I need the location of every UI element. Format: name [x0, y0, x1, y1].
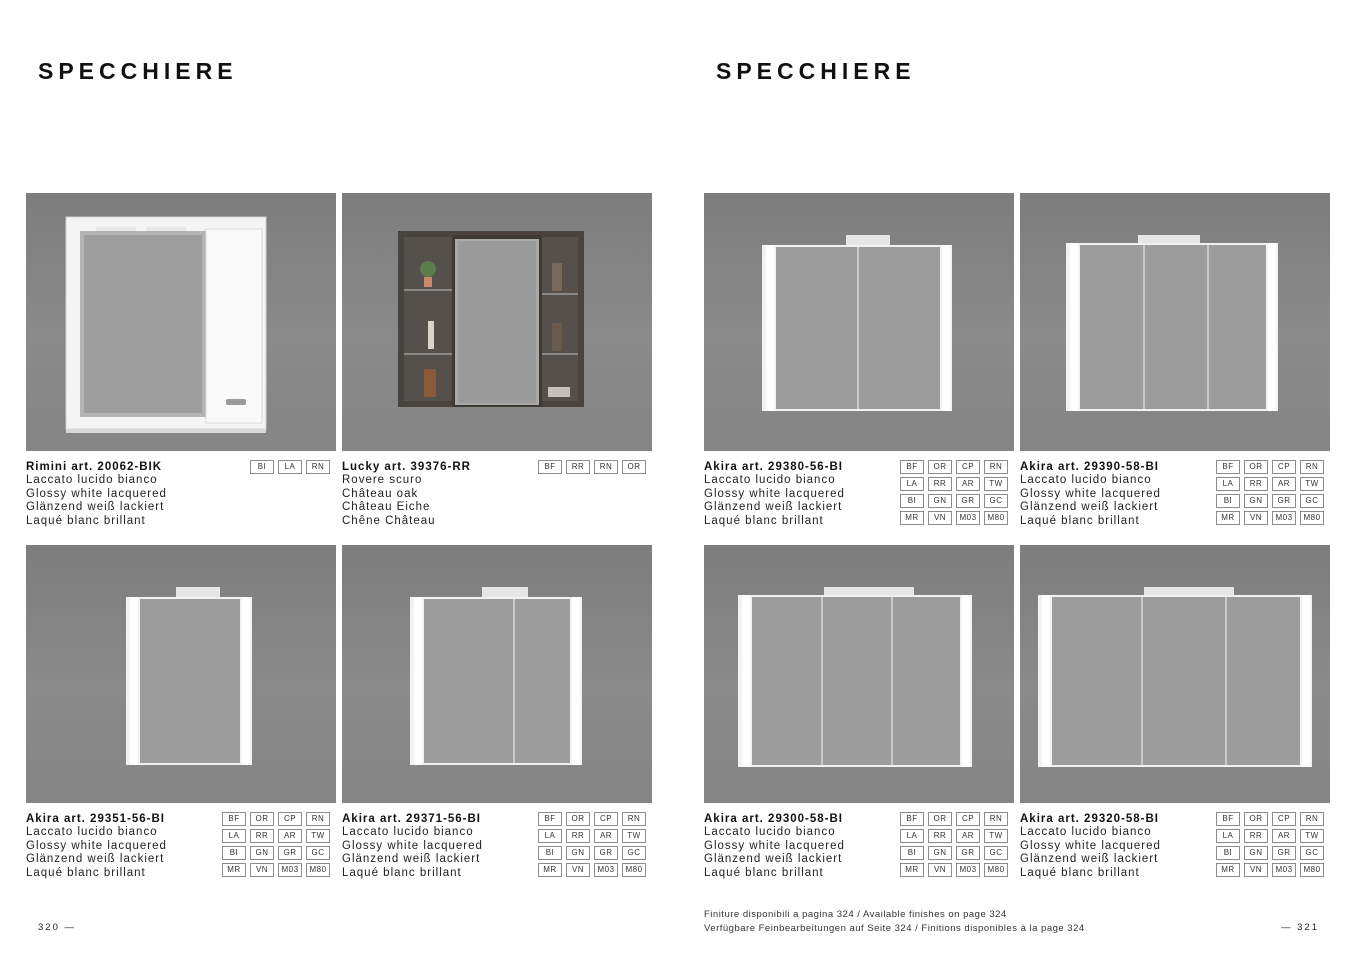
finish-code-badge: M03 [956, 863, 980, 877]
finish-code-badge: BI [222, 846, 246, 860]
product-caption [342, 460, 652, 528]
finish-code-badge: OR [928, 812, 952, 826]
finish-code-row [538, 846, 646, 860]
product-desc-en: Glossy white lacquered [1020, 839, 1161, 852]
finish-code-badge: BI [538, 846, 562, 860]
finish-code-badge: GN [1244, 494, 1268, 508]
finish-code-badge: OR [566, 812, 590, 826]
product-desc-it: Laccato lucido bianco [342, 826, 474, 838]
finish-code-row [222, 863, 330, 877]
finish-code-badge: CP [956, 812, 980, 826]
product-desc-fr: Laqué blanc brillant [342, 866, 462, 879]
product-caption [1020, 460, 1330, 528]
finish-code-row [538, 812, 646, 826]
finish-code-badge: BF [1216, 812, 1240, 826]
finish-code-badge: TW [984, 477, 1008, 491]
product-desc-it: Laccato lucido bianco [1020, 474, 1152, 486]
finish-code-badge: TW [1300, 477, 1324, 491]
finish-code-row [222, 846, 330, 860]
finish-code-badge: LA [278, 460, 302, 474]
finish-code-badge: VN [566, 863, 590, 877]
finish-code-badge: RN [306, 812, 330, 826]
finish-code-badge: LA [900, 477, 924, 491]
product-photo-akira-29320 [1020, 545, 1330, 803]
product-photo-akira-29351 [26, 545, 336, 803]
finish-code-badge: TW [1300, 829, 1324, 843]
product-photo-akira-29371 [342, 545, 652, 803]
finish-code-badge: GC [306, 846, 330, 860]
finish-code-badge: M80 [984, 863, 1008, 877]
finish-code-badge: BF [900, 460, 924, 474]
finish-code-row [900, 494, 1008, 508]
product-desc-fr: Laqué blanc brillant [1020, 866, 1140, 879]
footnote-line-2: Verfügbare Feinbearbeitungen auf Seite 324 / Finitions disponibles à la page 324 [704, 923, 1085, 934]
product-photo-rimini [26, 193, 336, 451]
finish-code-badge: GR [278, 846, 302, 860]
product-desc-it: Rovere scuro [342, 474, 423, 486]
product-caption [1020, 812, 1330, 880]
finish-code-badge: CP [1272, 812, 1296, 826]
product-desc-de: Glänzend weiß lackiert [704, 853, 843, 865]
product-desc-en: Château oak [342, 487, 419, 500]
finish-code-badge: RR [1244, 829, 1268, 843]
product-desc-en: Glossy white lacquered [1020, 487, 1161, 500]
finish-code-badge: RN [306, 460, 330, 474]
page-number-left: 320 — [38, 922, 76, 933]
finish-code-badge: GN [250, 846, 274, 860]
finish-code-row [1216, 511, 1324, 525]
product-desc-it: Laccato lucido bianco [1020, 826, 1152, 838]
finish-code-badge: RR [566, 829, 590, 843]
finish-code-badge: M03 [1272, 863, 1296, 877]
finish-code-row [1216, 494, 1324, 508]
finish-code-badge: MR [538, 863, 562, 877]
finish-code-badge: GC [1300, 494, 1324, 508]
finish-code-badge: TW [984, 829, 1008, 843]
finish-code-row [1216, 829, 1324, 843]
product-desc-fr: Chêne Château [342, 514, 436, 527]
product-desc-de: Glänzend weiß lackiert [342, 853, 481, 865]
product-desc-fr: Laqué blanc brillant [26, 514, 146, 527]
finish-code-badge: GC [622, 846, 646, 860]
finish-code-row [900, 477, 1008, 491]
finish-code-badge: RN [594, 460, 618, 474]
product-desc-fr: Laqué blanc brillant [704, 866, 824, 879]
finish-code-badge: RR [928, 477, 952, 491]
product-desc-it: Laccato lucido bianco [26, 474, 158, 486]
finish-code-badge: VN [250, 863, 274, 877]
finish-code-badge: BF [538, 460, 562, 474]
finish-codes [222, 812, 330, 880]
product-desc-it: Laccato lucido bianco [26, 826, 158, 838]
finish-code-row [900, 846, 1008, 860]
finish-code-badge: RR [1244, 477, 1268, 491]
finish-code-badge: GN [1244, 846, 1268, 860]
finish-code-row [222, 812, 330, 826]
finish-code-row [1216, 477, 1324, 491]
finish-code-badge: GR [956, 846, 980, 860]
product-photo-akira-29380 [704, 193, 1014, 451]
product-name: Akira art. 29371-56-BI [342, 813, 481, 825]
finish-code-badge: MR [900, 511, 924, 525]
product-desc-de: Château Eiche [342, 501, 431, 513]
finish-codes [1216, 812, 1324, 880]
finish-code-row [538, 829, 646, 843]
finish-code-badge: GR [956, 494, 980, 508]
product-desc-it: Laccato lucido bianco [704, 826, 836, 838]
finish-code-badge: AR [594, 829, 618, 843]
finish-code-badge: CP [1272, 460, 1296, 474]
finish-code-badge: TW [622, 829, 646, 843]
finish-code-badge: BI [1216, 846, 1240, 860]
finish-code-badge: OR [928, 460, 952, 474]
finish-codes [1216, 460, 1324, 528]
finish-code-badge: MR [1216, 511, 1240, 525]
finish-code-badge: GC [984, 846, 1008, 860]
finish-code-row [250, 460, 330, 474]
finish-code-badge: M03 [278, 863, 302, 877]
finish-code-badge: TW [306, 829, 330, 843]
finish-code-badge: MR [1216, 863, 1240, 877]
product-name: Lucky art. 39376-RR [342, 461, 471, 473]
finish-code-badge: M80 [1300, 863, 1324, 877]
finish-code-badge: OR [1244, 812, 1268, 826]
product-desc-en: Glossy white lacquered [26, 487, 167, 500]
finish-code-row [1216, 863, 1324, 877]
finishes-footnote [704, 908, 1085, 936]
finish-code-row [538, 863, 646, 877]
finish-code-badge: BF [1216, 460, 1240, 474]
finish-code-badge: AR [278, 829, 302, 843]
finish-code-badge: RN [622, 812, 646, 826]
finish-code-badge: VN [928, 511, 952, 525]
finish-code-badge: VN [1244, 511, 1268, 525]
finish-code-badge: BI [900, 846, 924, 860]
finish-code-badge: RR [250, 829, 274, 843]
finish-code-badge: GR [1272, 846, 1296, 860]
finish-code-badge: GR [594, 846, 618, 860]
finish-code-badge: VN [1244, 863, 1268, 877]
finish-code-badge: M80 [984, 511, 1008, 525]
finish-code-badge: GC [1300, 846, 1324, 860]
product-desc-fr: Laqué blanc brillant [1020, 514, 1140, 527]
finish-code-row [538, 460, 646, 474]
finish-code-row [900, 460, 1008, 474]
product-photo-akira-29390 [1020, 193, 1330, 451]
product-name: Rimini art. 20062-BIK [26, 461, 163, 473]
finish-code-row [900, 829, 1008, 843]
product-caption [342, 812, 652, 880]
product-caption [26, 460, 336, 528]
product-desc-it: Laccato lucido bianco [704, 474, 836, 486]
finish-code-badge: OR [622, 460, 646, 474]
finish-code-badge: M03 [594, 863, 618, 877]
product-name: Akira art. 29351-56-BI [26, 813, 165, 825]
finish-code-badge: MR [222, 863, 246, 877]
finish-code-badge: BI [1216, 494, 1240, 508]
finish-code-badge: CP [956, 460, 980, 474]
finish-code-badge: LA [900, 829, 924, 843]
finish-code-badge: BF [900, 812, 924, 826]
finish-code-badge: MR [900, 863, 924, 877]
product-desc-de: Glänzend weiß lackiert [1020, 853, 1159, 865]
finish-code-badge: RN [984, 812, 1008, 826]
finish-code-badge: AR [1272, 477, 1296, 491]
product-desc-en: Glossy white lacquered [342, 839, 483, 852]
finish-code-badge: GR [1272, 494, 1296, 508]
product-desc-fr: Laqué blanc brillant [26, 866, 146, 879]
product-desc-de: Glänzend weiß lackiert [704, 501, 843, 513]
finish-code-row [222, 829, 330, 843]
product-caption [704, 812, 1014, 880]
finish-code-badge: M03 [956, 511, 980, 525]
product-desc-en: Glossy white lacquered [26, 839, 167, 852]
product-desc-en: Glossy white lacquered [704, 839, 845, 852]
product-desc-fr: Laqué blanc brillant [704, 514, 824, 527]
page-number-right: — 321 [1281, 922, 1319, 933]
finish-code-badge: AR [956, 477, 980, 491]
product-photo-akira-29300 [704, 545, 1014, 803]
finish-code-badge: BI [900, 494, 924, 508]
finish-code-badge: VN [928, 863, 952, 877]
product-name: Akira art. 29380-56-BI [704, 461, 843, 473]
finish-code-badge: OR [250, 812, 274, 826]
finish-code-badge: GN [566, 846, 590, 860]
finish-codes [538, 812, 646, 880]
finish-code-row [900, 511, 1008, 525]
finish-code-badge: CP [594, 812, 618, 826]
finish-code-badge: RN [1300, 812, 1324, 826]
finish-code-badge: RN [984, 460, 1008, 474]
finish-code-badge: BI [250, 460, 274, 474]
footnote-line-1: Finiture disponibili a pagina 324 / Available finishes on page 324 [704, 909, 1007, 920]
product-desc-de: Glänzend weiß lackiert [26, 501, 165, 513]
finish-code-badge: RR [928, 829, 952, 843]
finish-code-badge: AR [1272, 829, 1296, 843]
product-name: Akira art. 29300-58-BI [704, 813, 843, 825]
finish-code-badge: LA [1216, 829, 1240, 843]
finish-codes [538, 460, 646, 477]
finish-code-badge: GC [984, 494, 1008, 508]
product-desc-en: Glossy white lacquered [704, 487, 845, 500]
finish-code-badge: M80 [306, 863, 330, 877]
finish-code-badge: RN [1300, 460, 1324, 474]
product-name: Akira art. 29390-58-BI [1020, 461, 1159, 473]
finish-code-badge: RR [566, 460, 590, 474]
finish-code-row [900, 863, 1008, 877]
finish-code-badge: GN [928, 846, 952, 860]
finish-code-badge: GN [928, 494, 952, 508]
finish-code-badge: M80 [622, 863, 646, 877]
product-caption [26, 812, 336, 880]
product-desc-de: Glänzend weiß lackiert [26, 853, 165, 865]
product-photo-lucky [342, 193, 652, 451]
finish-code-badge: M80 [1300, 511, 1324, 525]
finish-code-badge: AR [956, 829, 980, 843]
finish-codes [900, 460, 1008, 528]
finish-code-badge: M03 [1272, 511, 1296, 525]
page-title-right: SPECCHIERE [716, 58, 916, 84]
finish-code-row [900, 812, 1008, 826]
finish-code-row [1216, 846, 1324, 860]
finish-code-badge: BF [538, 812, 562, 826]
finish-code-badge: LA [1216, 477, 1240, 491]
finish-code-badge: LA [222, 829, 246, 843]
product-desc-de: Glänzend weiß lackiert [1020, 501, 1159, 513]
product-name: Akira art. 29320-58-BI [1020, 813, 1159, 825]
product-caption [704, 460, 1014, 528]
finish-codes [250, 460, 330, 477]
finish-code-badge: CP [278, 812, 302, 826]
finish-code-row [1216, 812, 1324, 826]
finish-code-badge: BF [222, 812, 246, 826]
finish-code-row [1216, 460, 1324, 474]
finish-code-badge: LA [538, 829, 562, 843]
page-title-left: SPECCHIERE [38, 58, 238, 84]
finish-code-badge: OR [1244, 460, 1268, 474]
finish-codes [900, 812, 1008, 880]
